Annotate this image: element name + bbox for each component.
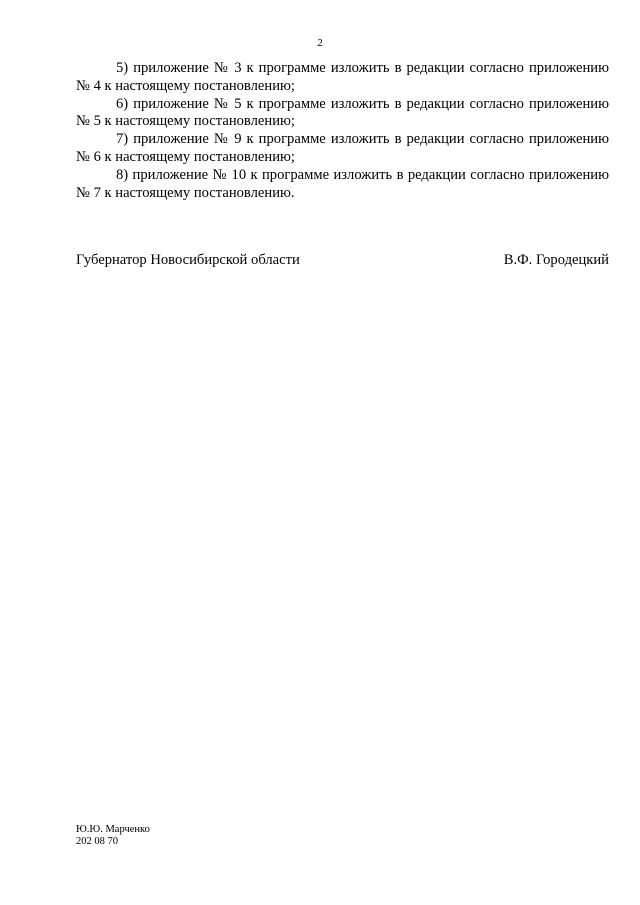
executor-phone: 202 08 70 (76, 836, 118, 847)
executor-name: Ю.Ю. Марченко (76, 824, 150, 835)
document-body (76, 60, 609, 202)
signature-block (76, 251, 609, 269)
page-number: 2 (317, 37, 323, 49)
signatory-position: Губернатор Новосибирской области (76, 252, 300, 268)
signatory-name: В.Ф. Городецкий (503, 252, 609, 268)
list-item-8: 8) приложение № 10 к программе изложить в редакции согласно приложению № 7 к настоящему постановлению. (76, 166, 609, 201)
executor-block (76, 824, 150, 848)
list-item-7: 7) приложение № 9 к программе изложить в редакции согласно приложению № 6 к настоящему постановлению; (76, 131, 609, 165)
list-item-6: 6) приложение № 5 к программе изложить в редакции согласно приложению № 5 к настоящему постановлению; (76, 95, 609, 130)
list-item-5: 5) приложение № 3 к программе изложить в редакции согласно приложению № 4 к настоящему постановлению; (76, 60, 609, 94)
